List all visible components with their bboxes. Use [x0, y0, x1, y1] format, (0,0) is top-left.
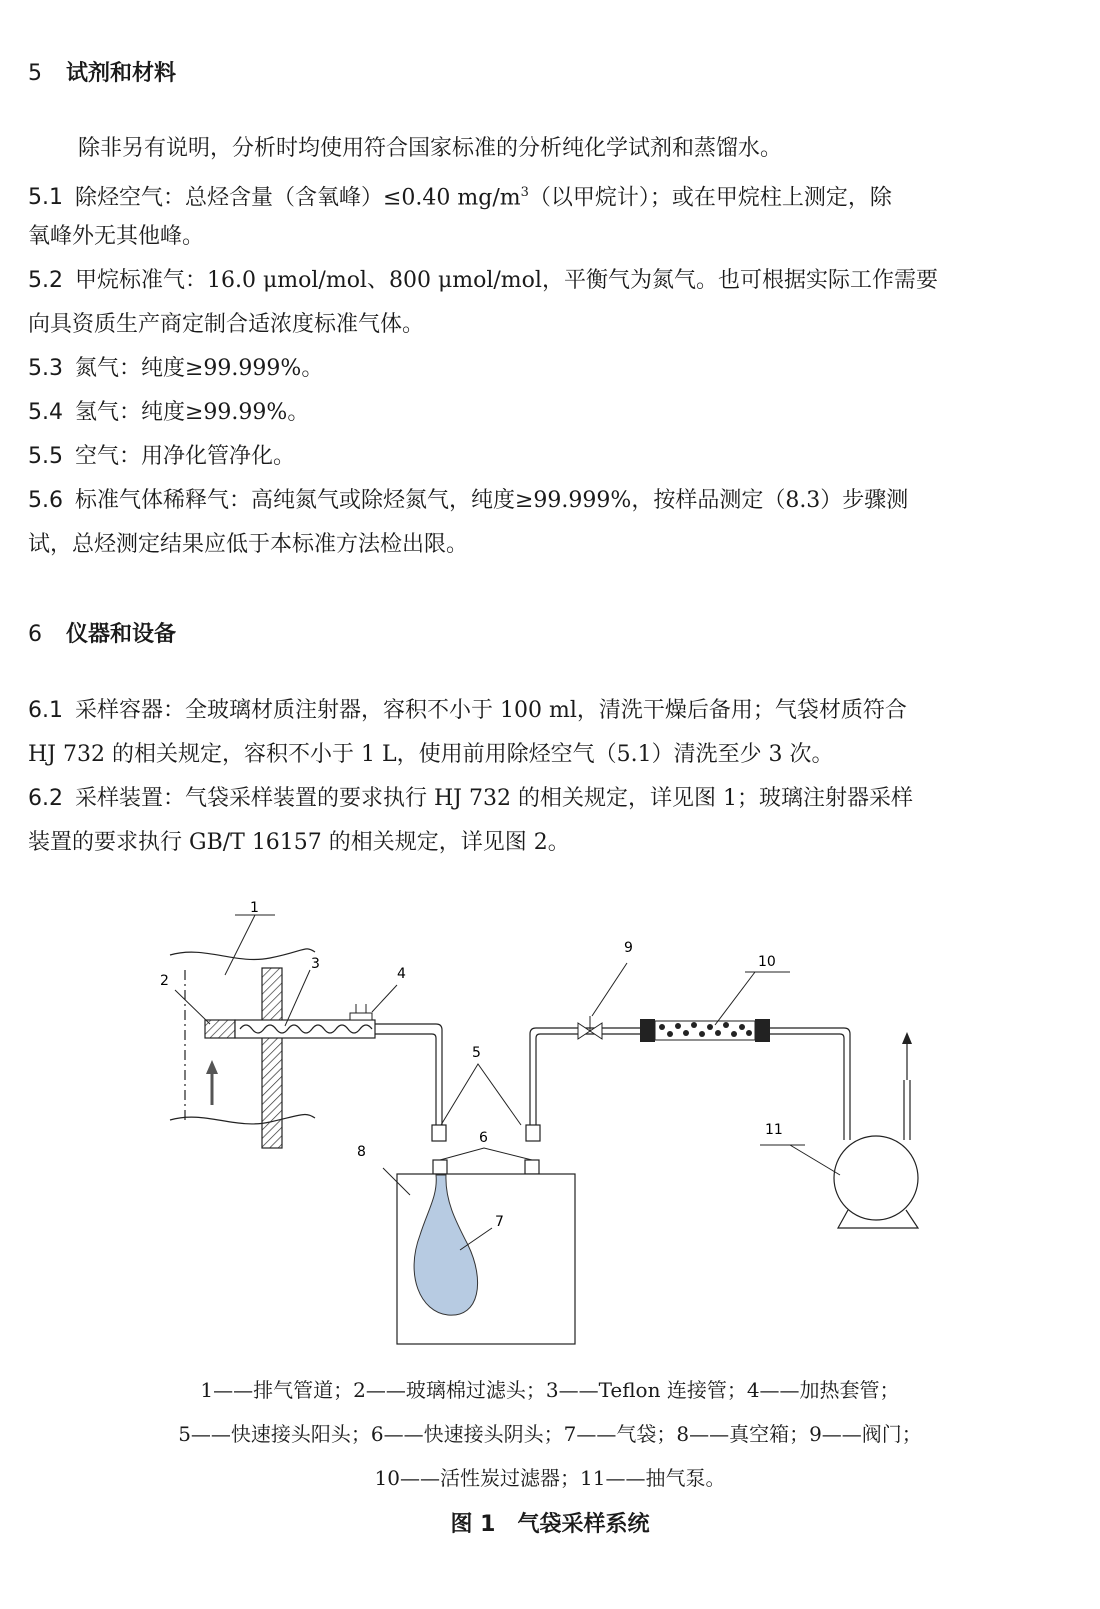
item-5-3 — [28, 347, 1050, 391]
label-4: 4 — [397, 966, 406, 982]
item-5-1-text-b: （以甲烷计）；或在甲烷柱上测定，除 — [528, 185, 892, 211]
item-5-2-text: 甲烷标准气：16.0 μmol/mol、800 μmol/mol，平衡气为氮气。也可根据实际工作需要 — [75, 268, 938, 293]
item-6-2-id: 6.2 — [28, 786, 63, 811]
item-5-6-text: 标准气体稀释气：高纯氮气或除烃氮气，纯度≥99.999%，按样品测定（8.3）步骤测 — [75, 488, 909, 513]
figure-1-diagram — [0, 890, 1100, 1370]
outlet-line — [530, 1016, 850, 1140]
label-3: 3 — [311, 956, 320, 972]
item-6-2-line2: 装置的要求执行 GB/T 16157 的相关规定，详见图 2。 — [28, 830, 570, 855]
figure-legend-line-1: 1——排气管道；2——玻璃棉过滤头；3——Teflon 连接管；4——加热套管； — [200, 1378, 900, 1402]
item-5-4-id: 5.4 — [28, 400, 63, 425]
item-5-2-line1 — [28, 259, 1050, 303]
label-8: 8 — [357, 1144, 366, 1160]
section-6-heading — [28, 617, 176, 648]
item-6-1-line1 — [28, 689, 1050, 733]
label-5: 5 — [472, 1045, 481, 1061]
label-2: 2 — [160, 973, 169, 989]
vacuum-box — [397, 1174, 575, 1344]
item-5-1-line2: 氧峰外无其他峰。 — [28, 224, 205, 249]
vacuum-pump — [834, 1032, 918, 1228]
item-6-1-line2: HJ 732 的相关规定，容积不小于 1 L，使用前用除烃空气（5.1）清洗至少 3 次。 — [28, 742, 834, 767]
item-5-1-text-a: 除烃空气：总烃含量（含氧峰）≤0.40 mg/m — [75, 185, 521, 211]
section-5-intro: 除非另有说明，分析时均使用符合国家标准的分析纯化学试剂和蒸馏水。 — [78, 136, 783, 161]
label-7: 7 — [495, 1214, 504, 1230]
exhaust-duct — [170, 949, 315, 1148]
item-6-2-line1 — [28, 777, 1050, 821]
item-5-6-line2: 试，总烃测定结果应低于本标准方法检出限。 — [28, 532, 469, 557]
label-1: 1 — [250, 900, 259, 916]
item-5-1-id: 5.1 — [28, 185, 63, 211]
section-6-title: 仪器和设备 — [66, 622, 177, 647]
filter-and-heated-line — [205, 1004, 442, 1125]
item-5-5 — [28, 435, 1050, 479]
item-5-3-text: 氮气：纯度≥99.999%。 — [75, 356, 324, 381]
label-11: 11 — [765, 1122, 783, 1138]
item-5-1-line1 — [28, 171, 1050, 215]
item-5-6-line1 — [28, 479, 1050, 523]
section-5-title: 试剂和材料 — [66, 61, 177, 86]
figure-legend-line-3: 10——活性炭过滤器；11——抽气泵。 — [374, 1466, 726, 1490]
item-6-2-text: 采样装置：气袋采样装置的要求执行 HJ 732 的相关规定，详见图 1；玻璃注射器采样 — [75, 786, 913, 811]
item-5-2-id: 5.2 — [28, 268, 63, 293]
item-5-2-line2: 向具资质生产商定制合适浓度标准气体。 — [28, 312, 425, 337]
item-6-1-text: 采样容器：全玻璃材质注射器，容积不小于 100 ml，清洗干燥后备用；气袋材质符合 — [75, 698, 907, 723]
section-5-heading — [28, 56, 176, 87]
figure-title: 图 1 气袋采样系统 — [450, 1512, 650, 1537]
item-5-5-id: 5.5 — [28, 444, 63, 469]
item-5-1-sup: 3 — [520, 185, 529, 200]
section-6-number: 6 — [28, 622, 42, 647]
label-6: 6 — [479, 1130, 488, 1146]
section-6-body — [28, 689, 1050, 865]
item-5-6-id: 5.6 — [28, 488, 63, 513]
figure-legend-line-2: 5——快速接头阳头；6——快速接头阴头；7——气袋；8——真空箱；9——阀门； — [178, 1422, 922, 1446]
item-5-3-id: 5.3 — [28, 356, 63, 381]
item-5-5-text: 空气：用净化管净化。 — [75, 444, 296, 469]
section-5-body — [28, 127, 1050, 567]
item-6-1-id: 6.1 — [28, 698, 63, 723]
label-9: 9 — [624, 940, 633, 956]
label-10: 10 — [758, 954, 776, 970]
item-5-4-text: 氢气：纯度≥99.99%。 — [75, 400, 310, 425]
item-5-4 — [28, 391, 1050, 435]
section-5-number: 5 — [28, 61, 42, 86]
